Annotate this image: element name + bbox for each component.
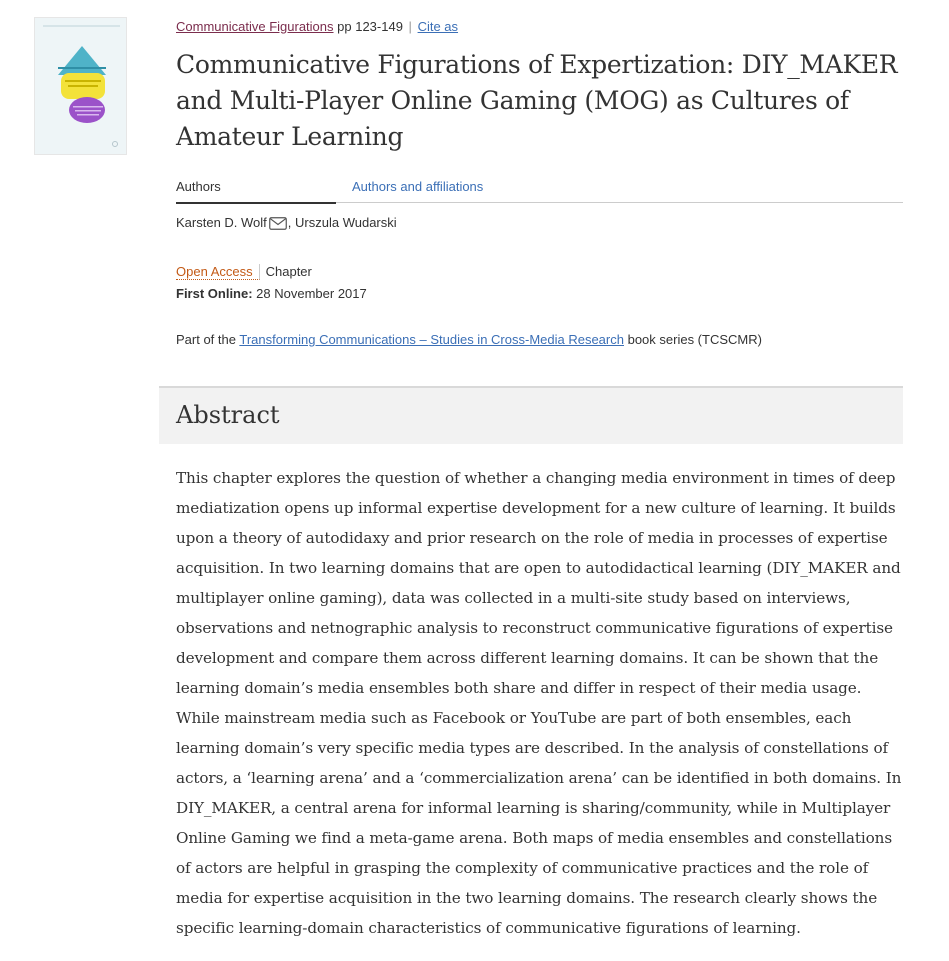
cite-as-link[interactable]: Cite as	[417, 19, 459, 34]
author-tabs	[176, 177, 903, 203]
tab-authors[interactable]: Authors	[176, 179, 336, 204]
author-name[interactable]: , Urszula Wudarski	[287, 215, 397, 230]
book-cover-art	[35, 18, 127, 155]
author-name[interactable]: Karsten D. Wolf	[176, 215, 267, 230]
page-range: pp 123-149	[337, 19, 403, 34]
chapter-meta	[176, 264, 312, 279]
book-series-link[interactable]: Transforming Communications – Studies in Cross-Media Research	[239, 332, 624, 347]
book-series-line	[176, 332, 762, 347]
book-cover[interactable]	[34, 17, 127, 155]
series-prefix: Part of the	[176, 332, 240, 347]
abstract-header[interactable]	[159, 386, 903, 444]
tab-authors-affiliations[interactable]: Authors and affiliations	[352, 179, 484, 194]
chapter-title: Communicative Figurations of Expertization: DIY_MAKER and Multi-Player Online Gaming (MOG) as Cultures of Amateur Learning	[176, 50, 898, 151]
abstract-heading: Abstract	[176, 401, 280, 429]
series-suffix: book series (TCSCMR)	[623, 332, 762, 347]
content-type: Chapter	[265, 264, 312, 279]
first-online	[176, 286, 367, 301]
first-online-date: 28 November 2017	[252, 286, 367, 301]
separator: |	[408, 19, 412, 34]
first-online-label: First Online:	[176, 286, 253, 301]
book-info-line	[176, 19, 458, 34]
author-list	[176, 215, 397, 233]
book-link[interactable]: Communicative Figurations	[176, 19, 334, 34]
open-access-badge[interactable]: Open Access	[176, 264, 260, 280]
email-icon[interactable]	[269, 217, 287, 233]
abstract-text: This chapter explores the question of whether a changing media environment in times of deep mediatization opens up informal expertise development for a new culture of learning. It builds upon a theory of autodidaxy and prior research on the role of media in processes of expertise acquisition. In two learning domains that are open to autodidactical learning (DIY_MAKER and multiplayer online gaming), data was collected in a multi-site study based on interviews, observations and netnographic analysis to reconstruct communicative figurations of expertise development and compare them across different learning domains. It can be shown that the learning domain’s media ensembles both share and differ in respect of their media usage. While mainstream media such as Facebook or YouTube are part of both ensembles, each learning domain’s very specific media types are described. In the analysis of constellations of actors, a ‘learning arena’ and a ‘commercialization arena’ can be identified in both domains. In DIY_MAKER, a central arena for informal learning is sharing/community, while in Multiplayer Online Gaming we find a meta-game arena. Both maps of media ensembles and constellations of actors are helpful in grasping the complexity of communicative practices and the role of media for expertise acquisition in the two learning domains. The research clearly shows the specific learning-domain characteristics of communicative figurations of learning.	[176, 469, 902, 937]
